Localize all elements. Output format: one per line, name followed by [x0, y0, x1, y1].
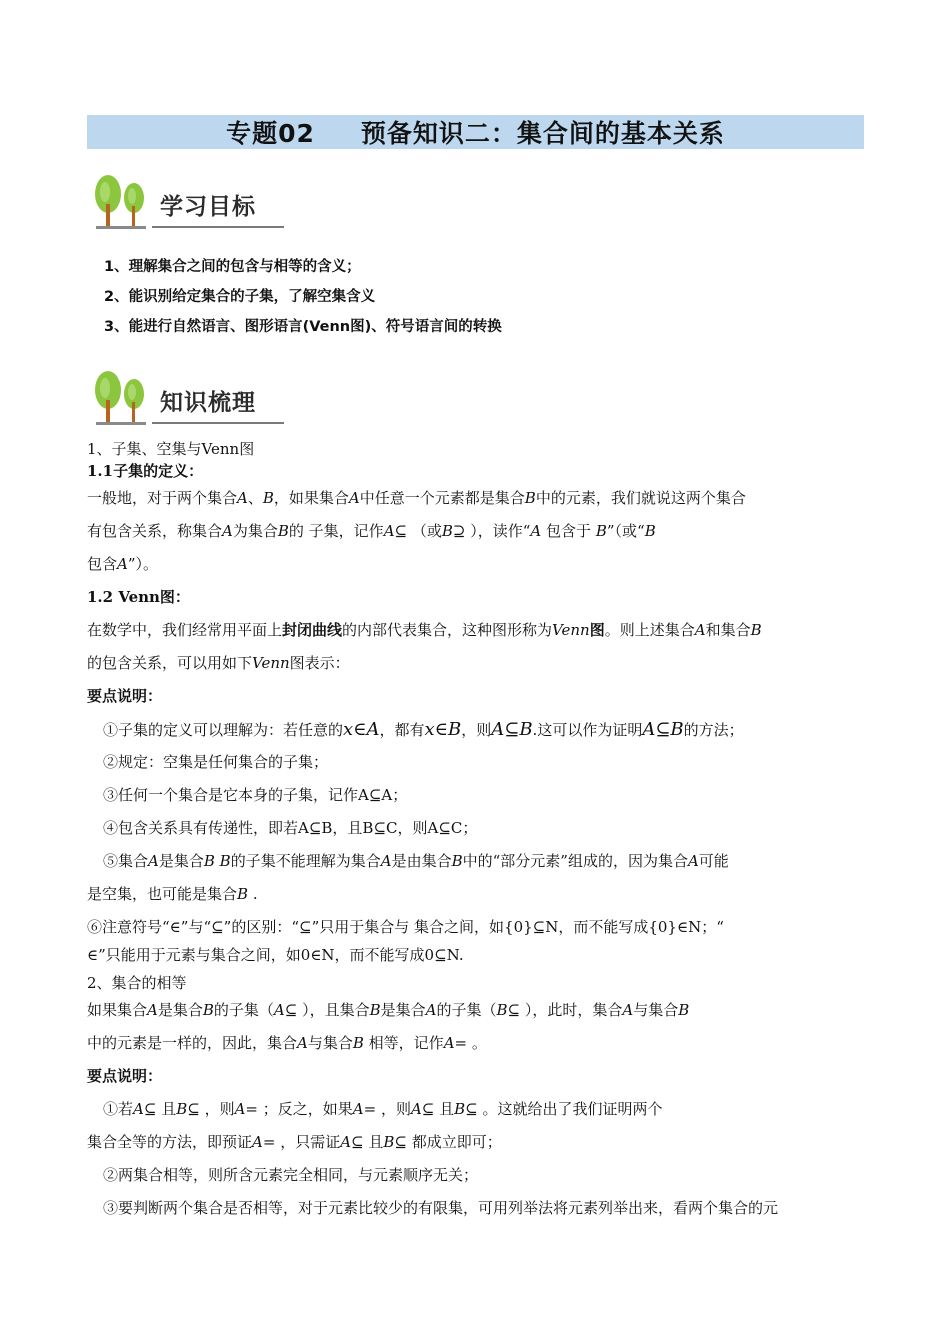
note-item: ∈”只能用于元素与集合之间，如0∈N，而不能写成0⊆N. — [87, 946, 464, 964]
main-content — [87, 438, 865, 1225]
goal-item: 3、能进行自然语言、图形语言(Venn图)、符号语言间的转换 — [104, 319, 502, 335]
heading-equality: 2、集合的相等 — [87, 974, 187, 992]
goal-item: 1、理解集合之间的包含与相等的含义； — [104, 259, 361, 275]
header-rule — [152, 226, 284, 228]
goals-list — [104, 252, 502, 342]
heading-venn: 1.2 Venn图： — [87, 588, 190, 606]
paragraph-line: 一般地，对于两个集合A、B，如果集合A中任意一个元素都是集合B中的元素，我们就说这两个集合 — [87, 489, 746, 507]
knowledge-header-label: 知识梳理 — [160, 390, 256, 416]
note-item: ④包含关系具有传递性，即若A⊆B，且B⊆C，则A⊆C； — [103, 819, 478, 837]
note-heading: 要点说明： — [87, 1067, 163, 1085]
paragraph-line: 的包含关系，可以用如下Venn图表示： — [87, 654, 350, 672]
paragraph-line: 集合全等的方法，即预证A= ，只需证A⊆ 且B⊆ 都成立即可； — [87, 1133, 502, 1151]
paragraph-line: 如果集合A是集合B的子集（A⊆ ），且集合B是集合A的子集（B⊆ ），此时，集合A与集合B — [87, 1001, 690, 1019]
goals-section-header — [90, 174, 290, 234]
page-title — [87, 115, 864, 149]
note-item: ⑥注意符号“∈”与“⊆”的区别：“⊆”只用于集合与 集合之间，如{0}⊆N，而不能写成{0}∈N；“ — [87, 918, 724, 936]
knowledge-section-header — [90, 370, 290, 430]
note-item: ③任何一个集合是它本身的子集，记作A⊆A； — [103, 786, 408, 804]
tree-icon — [90, 370, 154, 426]
header-rule — [152, 422, 284, 424]
note-item: ②两集合相等，则所含元素完全相同，与元素顺序无关； — [103, 1166, 479, 1184]
tree-icon — [90, 174, 154, 230]
paragraph-line: 在数学中，我们经常用平面上封闭曲线的内部代表集合，这种图形称为Venn图。则上述集合A和集合B — [87, 621, 762, 639]
paragraph-line: 是空集，也可能是集合B . — [87, 885, 258, 903]
note-item: ①若A⊆ 且B⊆ ，则A= ；反之，如果A= ，则A⊆ 且B⊆ 。这就给出了我们证明两个 — [103, 1100, 663, 1118]
goals-header-label: 学习目标 — [160, 194, 256, 220]
paragraph-line: 包含A”）。 — [87, 555, 159, 573]
paragraph-line: 中的元素是一样的，因此，集合A与集合B 相等，记作A= 。 — [87, 1034, 487, 1052]
note-item: ①子集的定义可以理解为：若任意的x∈A，都有x∈B，则A⊆B.这可以作为证明A⊆B的方法； — [103, 719, 744, 740]
paragraph-line: 有包含关系，称集合A为集合B的 子集，记作A⊆ （或B⊇ ），读作“A 包含于 B”（或“B — [87, 522, 656, 540]
note-item: ③要判断两个集合是否相等，对于元素比较少的有限集，可用列举法将元素列举出来，看两个集合的元 — [103, 1199, 779, 1217]
goal-item: 2、能识别给定集合的子集，了解空集含义 — [104, 289, 376, 305]
title-text: 预备知识二：集合间的基本关系 — [360, 119, 725, 148]
note-item: ②规定：空集是任何集合的子集； — [103, 753, 329, 771]
title-number: 专题02 — [226, 119, 315, 148]
heading-subset-def: 1.1子集的定义： — [87, 462, 204, 480]
note-heading: 要点说明： — [87, 687, 163, 705]
heading-subsets: 1、子集、空集与Venn图 — [87, 440, 255, 458]
note-item: ⑤集合A是集合B B的子集不能理解为集合A是由集合B中的“部分元素”组成的，因为集合A可能 — [103, 852, 729, 870]
